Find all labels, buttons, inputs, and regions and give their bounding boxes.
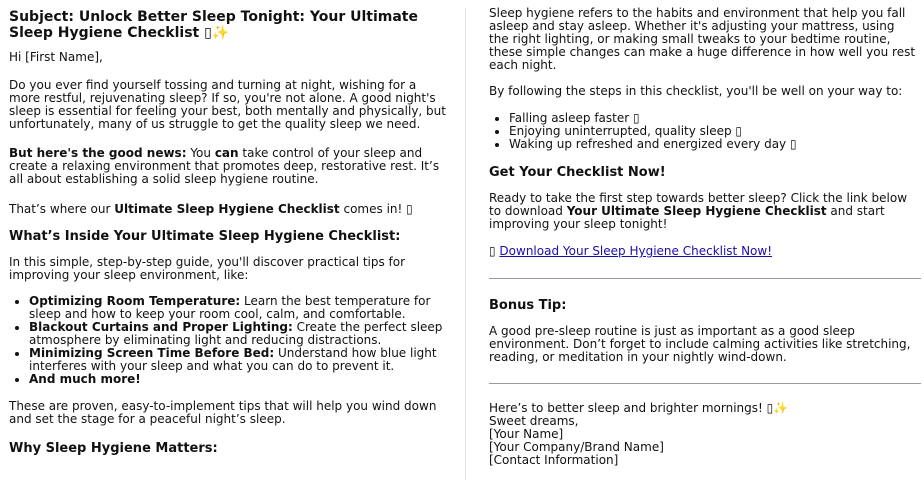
list-item: • And much more!	[29, 373, 449, 386]
column-divider	[465, 8, 466, 480]
checklist-intro-paragraph: That’s where our Ultimate Sleep Hygiene Checklist comes in! ▯	[9, 202, 413, 216]
signature-name: [Your Name]	[489, 427, 564, 441]
checklist-name: Your Ultimate Sleep Hygiene Checklist	[566, 204, 827, 218]
ready-paragraph: Ready to take the first step towards better sleep? Click the link below to download Your Ultimate Sleep Hygiene Checklist and start improving your sleep tonight!	[489, 191, 908, 231]
bonus-tip-heading: Bonus Tip:	[489, 298, 567, 313]
benefits-list	[489, 112, 917, 151]
closing-line: Here’s to better sleep and brighter mornings! ▯✨	[489, 401, 789, 415]
intro-paragraph: Do you ever find yourself tossing and turning at night, wishing for a more restful, rejuvenating sleep? If so, you're not alone. A good night's sleep is essential for feeling your best, both mentally and physically, but unfortunately, many of us struggle to get the quality sleep we need.	[9, 78, 446, 131]
why-heading: Why Sleep Hygiene Matters:	[9, 441, 218, 456]
download-paragraph	[489, 245, 917, 258]
download-checklist-link[interactable]: Download Your Sleep Hygiene Checklist Now!	[499, 244, 773, 258]
signature-company: [Your Company/Brand Name]	[489, 440, 664, 454]
bonus-tip-paragraph: A good pre-sleep routine is just as important as a good sleep environment. Don’t forget to include calming activities like stretching, reading, or meditation in your nightly wind-down.	[489, 324, 911, 364]
list-item: • Optimizing Room Temperature: Learn the best temperature for sleep and how to keep your room cool, calm, and comfortable.	[29, 295, 449, 321]
list-item: • Falling asleep faster ▯	[509, 112, 917, 125]
get-checklist-heading: Get Your Checklist Now!	[489, 165, 666, 180]
section-divider	[489, 278, 921, 279]
list-item: • Enjoying uninterrupted, quality sleep ▯	[509, 125, 917, 138]
can-emphasis: can	[214, 146, 239, 160]
list-item: • Minimizing Screen Time Before Bed: Understand how blue light interferes with your sleep and what you can do to prevent it.	[29, 347, 449, 373]
inside-list	[9, 295, 449, 386]
list-item: • Waking up refreshed and energized every day ▯	[509, 138, 917, 151]
good-news-lead: But here's the good news:	[9, 146, 187, 160]
email-subject: Subject: Unlock Better Sleep Tonight: Your Ultimate Sleep Hygiene Checklist ▯✨	[9, 9, 418, 41]
section-divider	[489, 383, 921, 384]
proven-paragraph: These are proven, easy-to-implement tips that will help you wind down and set the stage for a peaceful night’s sleep.	[9, 399, 437, 426]
signature-contact: [Contact Information]	[489, 453, 619, 467]
right-column	[489, 0, 917, 467]
download-icon: ▯	[489, 244, 500, 258]
following-paragraph: By following the steps in this checklist, you'll be well on your way to:	[489, 84, 903, 98]
greeting: Hi [First Name],	[9, 50, 103, 64]
sign-off: Sweet dreams,	[489, 414, 579, 428]
good-news-paragraph: But here's the good news: You can take control of your sleep and create a relaxing environment that promotes deep, restorative rest. It’s all about establishing a solid sleep hygiene routine.	[9, 146, 440, 186]
inside-intro: In this simple, step-by-step guide, you'll discover practical tips for improving your sleep environment, like:	[9, 255, 406, 282]
list-item: • Blackout Curtains and Proper Lighting: Create the perfect sleep atmosphere by eliminating light and reducing distractions.	[29, 321, 449, 347]
definition-paragraph: Sleep hygiene refers to the habits and environment that help you fall asleep and stay asleep. Whether it's adjusting your mattress, using the right lighting, or making small tweaks to your bedtime routine, these simple changes can make a huge difference in how well you rest each night.	[489, 6, 916, 72]
left-column	[9, 0, 449, 456]
checklist-name: Ultimate Sleep Hygiene Checklist	[114, 202, 340, 216]
inside-heading: What’s Inside Your Ultimate Sleep Hygiene Checklist:	[9, 229, 401, 244]
